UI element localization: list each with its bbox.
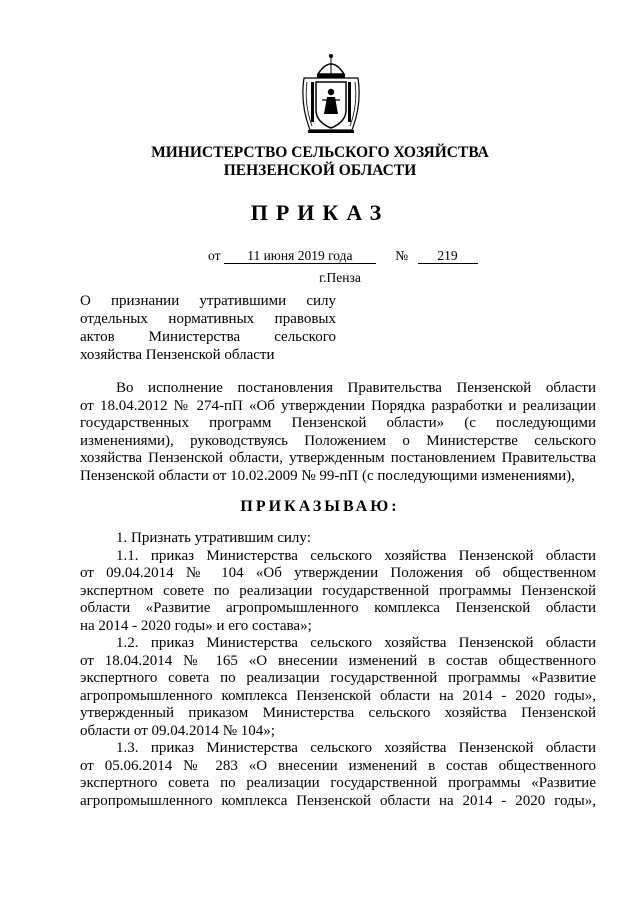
subject-line: актов Министерства сельского (80, 329, 336, 345)
ministry-name (0, 144, 640, 180)
number-prefix: № (395, 248, 409, 263)
item-1-2-line: агропромышленного комплекса Пензенской области на 2014 - 2020 годы», (80, 687, 596, 704)
city-name: г.Пенза (319, 270, 361, 285)
document-subject (80, 292, 336, 364)
order-heading: ПРИКАЗЫВАЮ: (240, 498, 400, 515)
preamble-line: хозяйства Пензенской области, утвержденным постановлением Правительства (80, 450, 596, 466)
city-line (0, 270, 640, 286)
item-1-2-line: области от 09.04.2014 № 104»; (80, 722, 275, 739)
subject-line: хозяйства Пензенской области (80, 347, 275, 363)
preamble-paragraph (80, 380, 596, 485)
item-1-1-line: от 09.04.2014 № 104 «Об утверждении Положения об общественном (80, 565, 596, 581)
item-1: 1. Признать утратившим силу: (116, 530, 311, 546)
item-1-2-line: 1.2. приказ Министерства сельского хозяйства Пензенской области (116, 635, 596, 651)
preamble-line: изменениями), руководствуясь Положением о Министерстве сельского (80, 432, 596, 449)
order-items (80, 530, 596, 810)
item-1-3-line: 1.3. приказ Министерства сельского хозяйства Пензенской области (116, 740, 596, 756)
document-number: 219 (418, 248, 478, 264)
item-1-1-line: экспертном совете по реализации государственной программы Пензенской (80, 582, 596, 599)
item-1-2-line: от 18.04.2014 № 165 «О внесении изменений в состав общественного (80, 652, 596, 669)
date-prefix: от (208, 248, 221, 263)
document-date: 11 июня 2019 года (224, 248, 376, 264)
item-1-1-line: на 2014 - 2020 годы» и его состава»; (80, 617, 312, 634)
preamble-line: от 18.04.2012 № 274-пП «Об утверждении Порядка разработки и реализации (80, 397, 596, 414)
preamble-line: Во исполнение постановления Правительства Пензенской области (116, 380, 596, 396)
item-1-3-line: агропромышленного комплекса Пензенской области на 2014 - 2020 годы», (80, 792, 596, 809)
subject-line: О признании утратившими силу (80, 293, 336, 309)
ministry-line-1: МИНИСТЕРСТВО СЕЛЬСКОГО ХОЗЯЙСТВА (151, 144, 489, 161)
preamble-line: Пензенской области от 10.02.2009 № 99-пП (с последующими изменениями), (80, 467, 575, 484)
item-1-3-line: от 05.06.2014 № 283 «О внесении изменений в состав общественного (80, 757, 596, 774)
item-1-1-line: 1.1. приказ Министерства сельского хозяйства Пензенской области (116, 547, 596, 564)
item-1-2-line: утвержденный приказом Министерства сельского хозяйства Пензенской (80, 705, 596, 721)
subject-line: отдельных нормативных правовых (80, 311, 336, 327)
document-meta (208, 248, 478, 264)
item-1-3-line: экспертного совета по реализации государственной программы «Развитие (80, 775, 596, 791)
ministry-line-2: ПЕНЗЕНСКОЙ ОБЛАСТИ (223, 162, 417, 179)
coat-of-arms-emblem (298, 52, 364, 136)
item-1-2-line: экспертного совета по реализации государственной программы «Развитие (80, 670, 596, 686)
item-1-1-line: области «Развитие агропромышленного комплекса Пензенской области (80, 600, 596, 616)
document-type-title: ПРИКАЗ (250, 200, 390, 225)
preamble-line: государственных программ Пензенской области» (с последующими (80, 415, 596, 431)
